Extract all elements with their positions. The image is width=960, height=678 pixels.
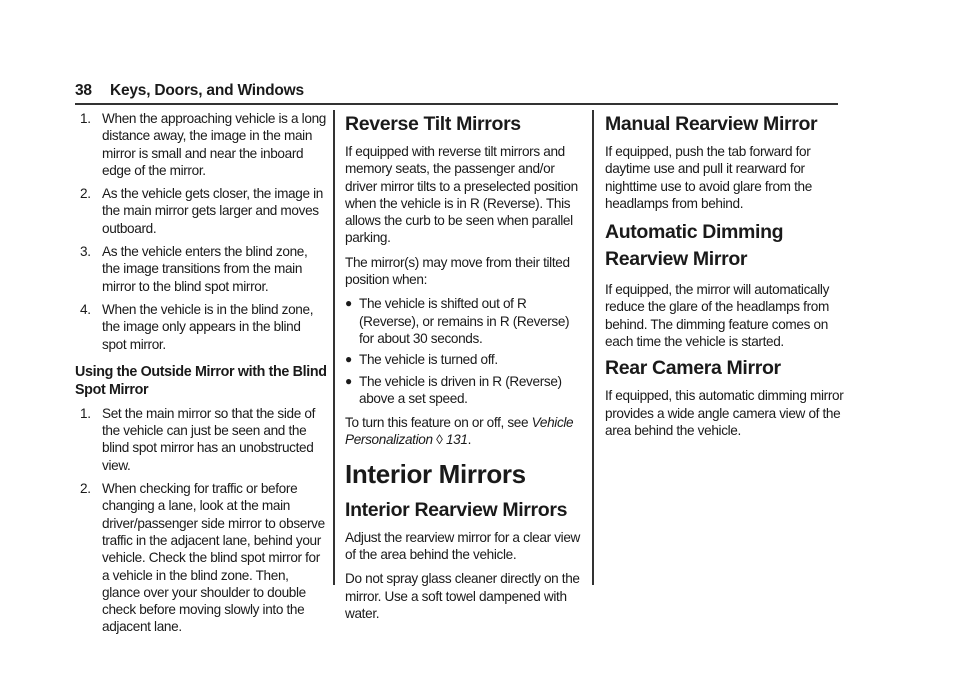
list-item: 4. When the vehicle is in the blind zone, the image only appears in the blind spot mirror. [80, 301, 314, 352]
heading-manual-rearview: Manual Rearview Mirror [605, 113, 818, 135]
page-ref-number[interactable]: 131 [445, 432, 468, 448]
paragraph: If equipped, this automatic dimming mirror provides a wide angle camera view of the area behind the vehicle. [605, 388, 844, 438]
bullet-icon: ● [345, 373, 352, 388]
paragraph: Do not spray glass cleaner directly on the mirror. Use a soft towel dampened with water. [345, 571, 580, 621]
list-item: ● The vehicle is driven in R (Reverse) above a set speed. [345, 373, 562, 406]
column-divider [592, 110, 594, 585]
subheading-blind-spot: Using the Outside Mirror with the Blind Spot Mirror [75, 363, 327, 398]
column-1 [75, 110, 327, 642]
column-divider [333, 110, 335, 585]
mirror-steps-list [75, 110, 327, 353]
paragraph: The mirror(s) may move from their tilted position when: [345, 254, 570, 288]
list-item: 2. As the vehicle gets closer, the image in the main mirror gets larger and moves outboard. [80, 186, 323, 236]
heading-rear-camera: Rear Camera Mirror [605, 357, 781, 380]
header-rule [75, 103, 838, 105]
vehicle-personalization-link[interactable]: Vehicle Personalization [345, 415, 574, 448]
paragraph: If equipped, the mirror will automatically reduce the glare of the headlamps from behind. The dimming feature comes on each time the vehicle is started. [605, 282, 830, 350]
list-item: ● The vehicle is shifted out of R (Reverse), or remains in R (Reverse) for about 30 seconds. [345, 296, 570, 346]
bullet-list [345, 295, 585, 407]
heading-interior-mirrors: Interior Mirrors [345, 458, 526, 489]
paragraph: Adjust the rearview mirror for a clear view of the area behind the vehicle. [345, 529, 581, 563]
list-item: 3. As the vehicle enters the blind zone, the image transitions from the main mirror to the blind spot mirror. [80, 244, 308, 294]
list-item: 1. When the approaching vehicle is a long distance away, the image in the main mirror is small and near the inboard edge of the mirror. [80, 111, 326, 178]
heading-reverse-tilt: Reverse Tilt Mirrors [345, 113, 521, 135]
heading-interior-rearview: Interior Rearview Mirrors [345, 498, 568, 521]
paragraph: If equipped with reverse tilt mirrors and memory seats, the passenger and/or driver mirror tilts to a preselected position when the vehicle is in R (Reverse). This allows the curb to be seen when parallel parking. [345, 144, 578, 246]
cross-reference-paragraph: To turn this feature on or off, see Vehicle Personalization ◊ 131. [345, 415, 574, 448]
page-ref-arrow-icon: ◊ [436, 432, 443, 448]
page-number: 38 [75, 82, 92, 99]
column-2 [345, 110, 585, 629]
section-title: Keys, Doors, and Windows [109, 82, 304, 99]
list-item: 2. When checking for traffic or before changing a lane, look at the main driver/passenger side mirror to observe traffic in the adjacent lane, behind your vehicle. Check the blind spot mirror for a vehicle in the blind zone. Then, glance over your shoulder to double check before moving slowly into the adjacent lane. [80, 481, 325, 635]
list-item: ● The vehicle is turned off. [345, 352, 498, 368]
page-header [75, 82, 304, 100]
column-3 [605, 110, 845, 446]
bullet-icon: ● [345, 296, 352, 311]
bullet-icon: ● [345, 352, 352, 367]
blind-spot-steps-list [75, 405, 327, 636]
heading-auto-dimming: Automatic Dimming Rearview Mirror [605, 221, 784, 271]
paragraph: If equipped, push the tab forward for daytime use and pull it rearward for nighttime use to avoid glare from the headlamps from behind. [605, 144, 812, 211]
list-item: 1. Set the main mirror so that the side of the vehicle can just be seen and the blind spot mirror has an unobstructed view. [80, 405, 316, 473]
